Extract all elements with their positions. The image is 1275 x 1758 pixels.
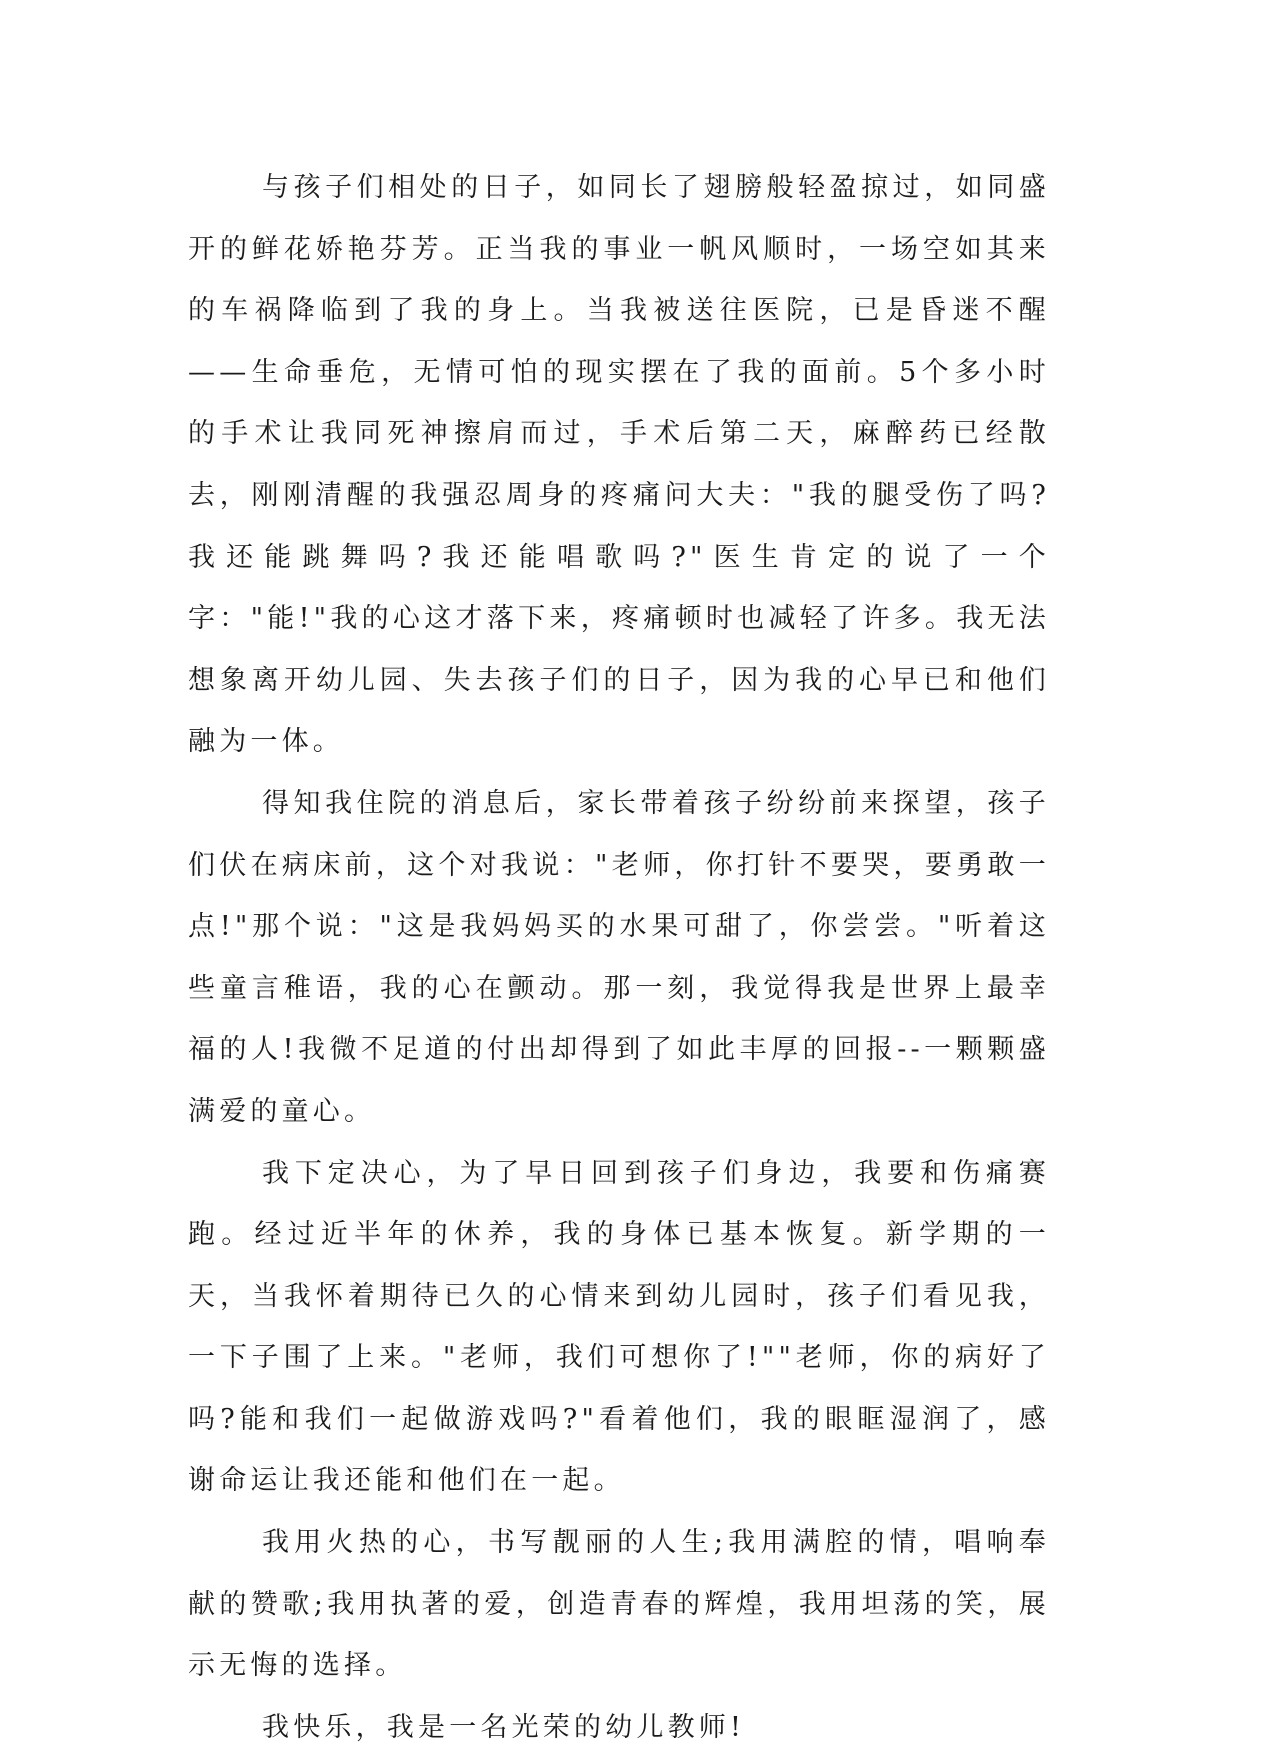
paragraph-4: 我用火热的心，书写靓丽的人生;我用满腔的情，唱响奉献的赞歌;我用执著的爱，创造青春的辉煌，我用坦荡的笑，展示无悔的选择。 xyxy=(188,1527,1050,1682)
document-body xyxy=(188,157,1050,1758)
paragraph-1: 与孩子们相处的日子，如同长了翅膀般轻盈掠过，如同盛开的鲜花娇艳芬芳。正当我的事业一帆风顺时，一场空如其来的车祸降临到了我的身上。当我被送往医院，已是昏迷不醒——生命垂危，无情可怕的现实摆在了我的面前。5个多小时的手术让我同死神擦肩而过，手术后第二天，麻醉药已经散去，刚刚清醒的我强忍周身的疼痛问大夫："我的腿受伤了吗?我还能跳舞吗?我还能唱歌吗?"医生肯定的说了一个字："能!"我的心这才落下来，疼痛顿时也减轻了许多。我无法想象离开幼儿园、失去孩子们的日子，因为我的心早已和他们融为一体。 xyxy=(188,172,1050,758)
paragraph-2: 得知我住院的消息后，家长带着孩子纷纷前来探望，孩子们伏在病床前，这个对我说："老师，你打针不要哭，要勇敢一点!"那个说："这是我妈妈买的水果可甜了，你尝尝。"听着这些童言稚语，我的心在颤动。那一刻，我觉得我是世界上最幸福的人!我微不足道的付出却得到了如此丰厚的回报--一颗颗盛满爱的童心。 xyxy=(188,787,1050,1127)
paragraph-3: 我下定决心，为了早日回到孩子们身边，我要和伤痛赛跑。经过近半年的休养，我的身体已基本恢复。新学期的一天，当我怀着期待已久的心情来到幼儿园时，孩子们看见我，一下子围了上来。"老师，我们可想你了!""老师，你的病好了吗?能和我们一起做游戏吗?"看着他们，我的眼眶湿润了，感谢命运让我还能和他们在一起。 xyxy=(188,1157,1050,1497)
paragraph-5: 我快乐，我是一名光荣的幼儿教师! xyxy=(262,1711,746,1743)
